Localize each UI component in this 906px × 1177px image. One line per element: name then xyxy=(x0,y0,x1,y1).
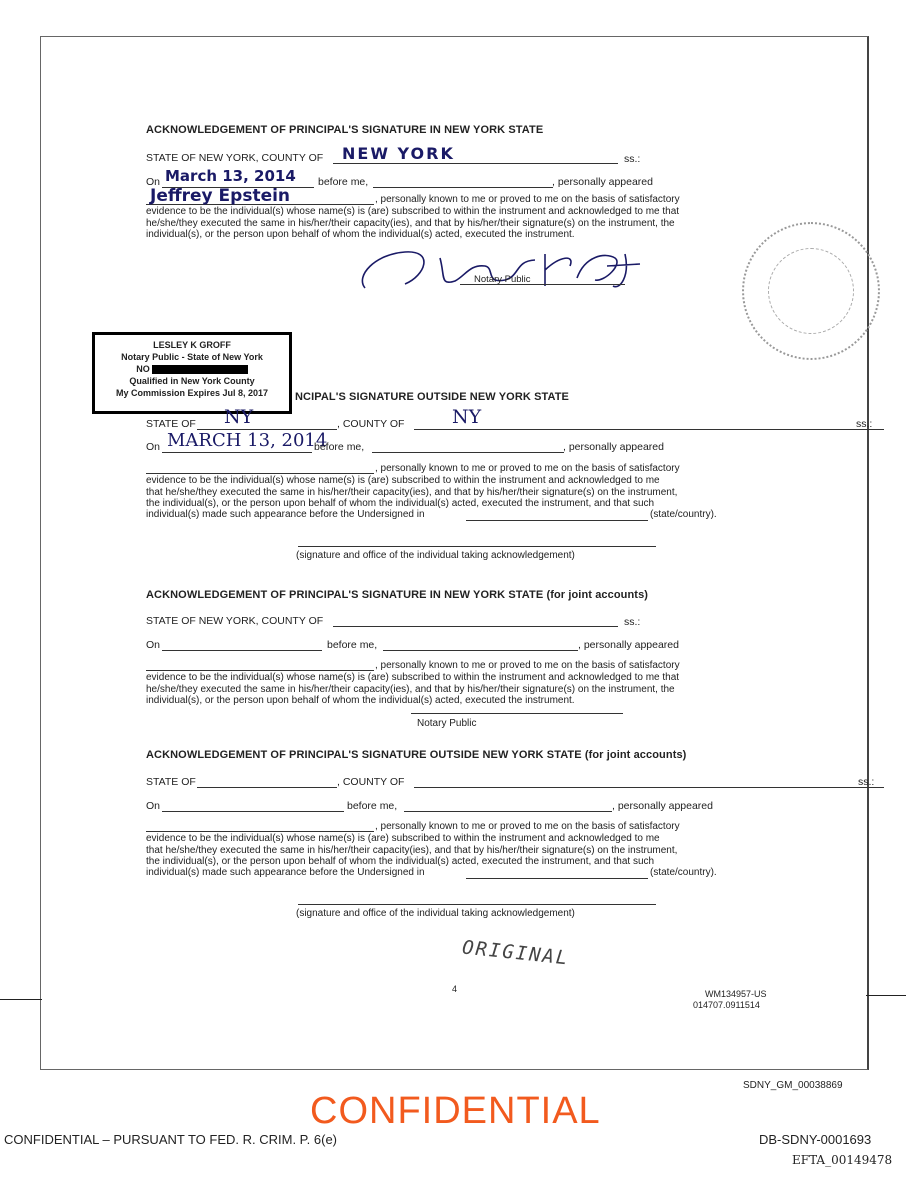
section3-on: On xyxy=(146,639,161,651)
section3-body-line: he/she/they executed the same in his/her/their capacity(ies), and that by his/her/their signature(s) on the instrument, the xyxy=(146,683,675,695)
notary-stamp-state: Notary Public - State of New York xyxy=(121,352,263,362)
section4-body xyxy=(146,833,796,868)
section1-notary-label: Notary Public xyxy=(474,274,531,285)
page-number: 4 xyxy=(452,984,458,994)
section4-state-country-line xyxy=(466,878,648,879)
section2-date-handwritten: MARCH 13, 2014 xyxy=(167,430,328,451)
section2-county-of: , COUNTY OF xyxy=(337,418,405,430)
notary-stamp-county: Qualified in New York County xyxy=(129,376,255,386)
section4-county-line xyxy=(414,787,884,788)
section3-date-line xyxy=(162,650,322,651)
section3-name-line xyxy=(146,670,374,671)
section4-county-of: , COUNTY OF xyxy=(337,776,405,788)
section4-appearance-line: individual(s) made such appearance before the Undersigned in xyxy=(146,867,425,878)
section2-heading: NCIPAL'S SIGNATURE OUTSIDE NEW YORK STATE xyxy=(295,391,569,403)
section4-on: On xyxy=(146,800,161,812)
section3-before-me: before me, xyxy=(327,639,378,651)
section1-officer-line xyxy=(373,187,553,188)
section3-body-line: individual(s), or the person upon behalf of whom the individual(s) acted, executed the instrument. xyxy=(146,695,575,706)
section1-on: On xyxy=(146,176,161,188)
section4-body-line: evidence to be the individual(s) whose name(s) is (are) subscribed to within the instrument and acknowledged to me xyxy=(146,833,660,844)
section4-name-line xyxy=(146,831,374,832)
margin-mark-right xyxy=(866,995,906,996)
section3-state-county-label: STATE OF NEW YORK, COUNTY OF xyxy=(146,615,324,627)
footer-doc-id: DB-SDNY-0001693 xyxy=(759,1132,872,1147)
section2-body xyxy=(146,475,796,510)
section2-on: On xyxy=(146,441,161,453)
section2-appearance-line: individual(s) made such appearance before the Undersigned in xyxy=(146,509,425,520)
section2-name-line xyxy=(146,473,374,474)
section3-personally-known: , personally known to me or proved to me on the basis of satisfactory xyxy=(375,660,680,671)
section2-date-line xyxy=(162,452,312,453)
section2-personally-known: , personally known to me or proved to me on the basis of satisfactory xyxy=(375,463,680,474)
notary-stamp-name: LESLEY K GROFF xyxy=(153,340,231,350)
section3-body xyxy=(146,672,796,707)
section1-ss: ss.: xyxy=(624,153,641,165)
section1-county-handwritten: NEW YORK xyxy=(342,144,455,163)
section4-personally-appeared: , personally appeared xyxy=(612,800,713,812)
section4-state-line xyxy=(197,787,337,788)
notary-embossed-seal-inner xyxy=(768,248,854,334)
section1-date-handwritten: March 13, 2014 xyxy=(165,167,296,185)
section3-notary-label: Notary Public xyxy=(417,718,477,729)
form-code-2: 014707.0911514 xyxy=(693,1000,760,1010)
section2-state-country: (state/country). xyxy=(650,509,717,520)
section4-body-line: that he/she/they executed the same in his/her/their capacity(ies), and that by his/her/their signature(s) on the instrument, xyxy=(146,844,678,856)
notary-signature xyxy=(345,246,645,296)
original-stamp: ORIGINAL xyxy=(461,936,571,970)
section2-body-line: evidence to be the individual(s) whose name(s) is (are) subscribed to within the instrument and acknowledged to me xyxy=(146,475,660,486)
bates-number: SDNY_GM_00038869 xyxy=(743,1080,843,1091)
section2-ss: ss.: xyxy=(856,418,873,430)
section4-personally-known: , personally known to me or proved to me on the basis of satisfactory xyxy=(375,821,680,832)
section1-body-line: he/she/they executed the same in his/her/their capacity(ies), and that by his/her/their signature(s) on the instrument, the xyxy=(146,217,675,229)
notary-stamp-commission: My Commission Expires Jul 8, 2017 xyxy=(115,388,269,398)
section3-signature-line xyxy=(411,713,623,714)
section4-signature-line xyxy=(298,904,656,905)
section3-personally-appeared: , personally appeared xyxy=(578,639,679,651)
section2-state-of: STATE OF xyxy=(146,418,196,430)
section1-name-handwritten: Jeffrey Epstein xyxy=(150,186,291,206)
section4-officer-line xyxy=(404,811,612,812)
section2-signature-caption: (signature and office of the individual taking acknowledgement) xyxy=(296,550,575,561)
section2-personally-appeared: , personally appeared xyxy=(563,441,664,453)
form-code-1: WM134957-US xyxy=(705,989,767,999)
section4-date-line xyxy=(162,811,344,812)
section4-body-line: the individual(s), or the person upon behalf of whom the individual(s) acted, executed the instrument, and that such xyxy=(146,856,655,867)
section3-heading: ACKNOWLEDGEMENT OF PRINCIPAL'S SIGNATURE IN NEW YORK STATE (for joint accounts) xyxy=(146,589,649,601)
section1-heading: ACKNOWLEDGEMENT OF PRINCIPAL'S SIGNATURE IN NEW YORK STATE xyxy=(146,124,544,136)
section1-personally-known: , personally known to me or proved to me on the basis of satisfactory xyxy=(375,194,680,205)
section2-body-line: the individual(s), or the person upon behalf of whom the individual(s) acted, executed the instrument, and that such xyxy=(146,498,655,509)
section1-body-line: evidence to be the individual(s) whose name(s) is (are) subscribed to within the instrument and acknowledged to me that xyxy=(146,206,680,217)
section2-county-line xyxy=(414,429,884,430)
section3-officer-line xyxy=(383,650,578,651)
section4-ss: ss.: xyxy=(858,776,875,788)
section2-body-line: that he/she/they executed the same in his/her/their capacity(ies), and that by his/her/their signature(s) on the instrument, xyxy=(146,486,678,498)
section2-county-handwritten: NY xyxy=(452,406,482,428)
section4-before-me: before me, xyxy=(347,800,398,812)
section4-state-of: STATE OF xyxy=(146,776,196,788)
margin-mark-left xyxy=(0,999,42,1000)
section4-signature-caption: (signature and office of the individual taking acknowledgement) xyxy=(296,908,575,919)
notary-stamp-no-label: NO xyxy=(136,364,150,374)
section2-before-me: before me, xyxy=(314,441,365,453)
section2-state-handwritten: NY xyxy=(224,406,254,428)
footer-confidential-notice: CONFIDENTIAL – PURSUANT TO FED. R. CRIM. P. 6(e) xyxy=(4,1132,338,1147)
efta-number: EFTA_00149478 xyxy=(792,1153,893,1167)
section3-county-line xyxy=(333,626,618,627)
section2-officer-line xyxy=(372,452,564,453)
redaction-box xyxy=(152,365,248,374)
section2-signature-line xyxy=(298,546,656,547)
section3-body-line: evidence to be the individual(s) whose name(s) is (are) subscribed to within the instrument and acknowledged to me that xyxy=(146,672,680,683)
section1-state-county-label: STATE OF NEW YORK, COUNTY OF xyxy=(146,152,324,164)
section4-state-country: (state/country). xyxy=(650,867,717,878)
section2-state-country-line xyxy=(466,520,648,521)
section1-body-line: individual(s), or the person upon behalf of whom the individual(s) acted, executed the instrument. xyxy=(146,229,575,240)
confidential-label: CONFIDENTIAL xyxy=(310,1090,601,1132)
section1-county-line xyxy=(333,163,618,164)
section1-personally-appeared: , personally appeared xyxy=(552,176,653,188)
section3-ss: ss.: xyxy=(624,616,641,628)
section1-body xyxy=(146,206,796,241)
notary-stamp xyxy=(92,332,292,414)
section4-heading: ACKNOWLEDGEMENT OF PRINCIPAL'S SIGNATURE OUTSIDE NEW YORK STATE (for joint accounts) xyxy=(146,749,687,761)
section1-before-me: before me, xyxy=(318,176,369,188)
notary-stamp-number xyxy=(95,363,289,375)
